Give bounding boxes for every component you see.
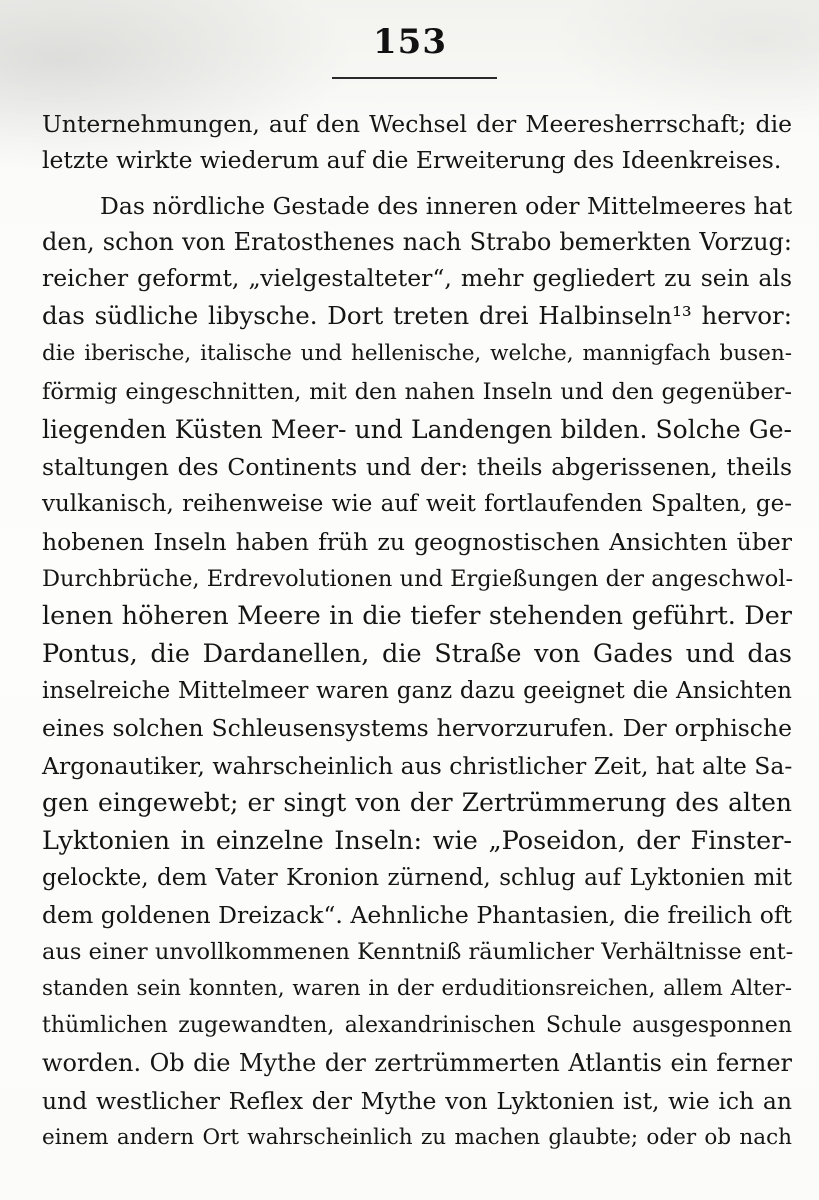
text-line: Durchbrüche, Erdrevolutionen und Ergießungen der angeschwol- — [42, 566, 794, 592]
text-line: Unternehmungen, auf den Wechsel der Meeresherrschaft; die — [42, 110, 792, 138]
text-line: Lyktonien in einzelne Inseln: wie „Poseidon, der Finster- — [42, 826, 792, 856]
paragraph-start-line: Das nördliche Gestade des inneren oder Mittelmeeres hat — [100, 192, 793, 220]
text-line: thümlichen zugewandten, alexandrinischen Schule ausgesponnen — [42, 1013, 792, 1038]
text-line: letzte wirkte wiederum auf die Erweiterung des Ideenkreises. — [42, 146, 782, 174]
text-line: dem goldenen Dreizack“. Aehnliche Phantasien, die freilich oft — [42, 901, 792, 929]
text-line: förmig eingeschnitten, mit den nahen Inseln und den gegenüber- — [42, 379, 792, 405]
text-line: lenen höheren Meere in die tiefer stehenden geführt. Der — [42, 601, 792, 631]
text-line: staltungen des Continents und der: theils abgerissenen, theils — [42, 453, 792, 481]
text-line: den, schon von Eratosthenes nach Strabo bemerkten Vorzug: — [42, 228, 792, 256]
text-line: und westlicher Reflex der Mythe von Lyktonien ist, wie ich an — [42, 1087, 792, 1115]
text-line: gelockte, dem Vater Kronion zürnend, schlug auf Lyktonien mit — [42, 865, 792, 891]
text-line: reicher geformt, „vielgestalteter“, mehr gegliedert zu sein als — [42, 264, 792, 292]
text-line: inselreiche Mittelmeer waren ganz dazu geeignet die Ansichten — [42, 678, 792, 704]
text-line: vulkanisch, reihenweise wie auf weit fortlaufenden Spalten, ge- — [42, 491, 792, 517]
text-line: die iberische, italische und hellenische, welche, mannigfach busen- — [42, 341, 792, 366]
text-line: standen sein konnten, waren in der erduditionsreichen, allem Alter- — [42, 976, 792, 1001]
text-line: das südliche libysche. Dort treten drei Halbinseln¹³ hervor: — [42, 301, 792, 330]
text-line: Pontus, die Dardanellen, die Straße von Gades und das — [42, 639, 792, 669]
text-line: worden. Ob die Mythe der zertrümmerten Atlantis ein ferner — [42, 1049, 792, 1077]
text-line: Argonautiker, wahrscheinlich aus christlicher Zeit, hat alte Sa- — [42, 752, 793, 780]
text-line: hobenen Inseln haben früh zu geognostischen Ansichten über — [42, 528, 792, 556]
text-line: liegenden Küsten Meer- und Landengen bilden. Solche Ge- — [42, 415, 792, 444]
text-line: gen eingewebt; er singt von der Zertrümmerung des alten — [42, 788, 792, 817]
text-line: aus einer unvollkommenen Kenntniß räumlicher Verhältnisse ent- — [42, 939, 794, 965]
text-line: einem andern Ort wahrscheinlich zu machen glaubte; oder ob nach — [42, 1125, 792, 1150]
text-line: eines solchen Schleusensystems hervorzurufen. Der orphische — [42, 714, 792, 742]
page-number: 153 — [373, 22, 447, 62]
